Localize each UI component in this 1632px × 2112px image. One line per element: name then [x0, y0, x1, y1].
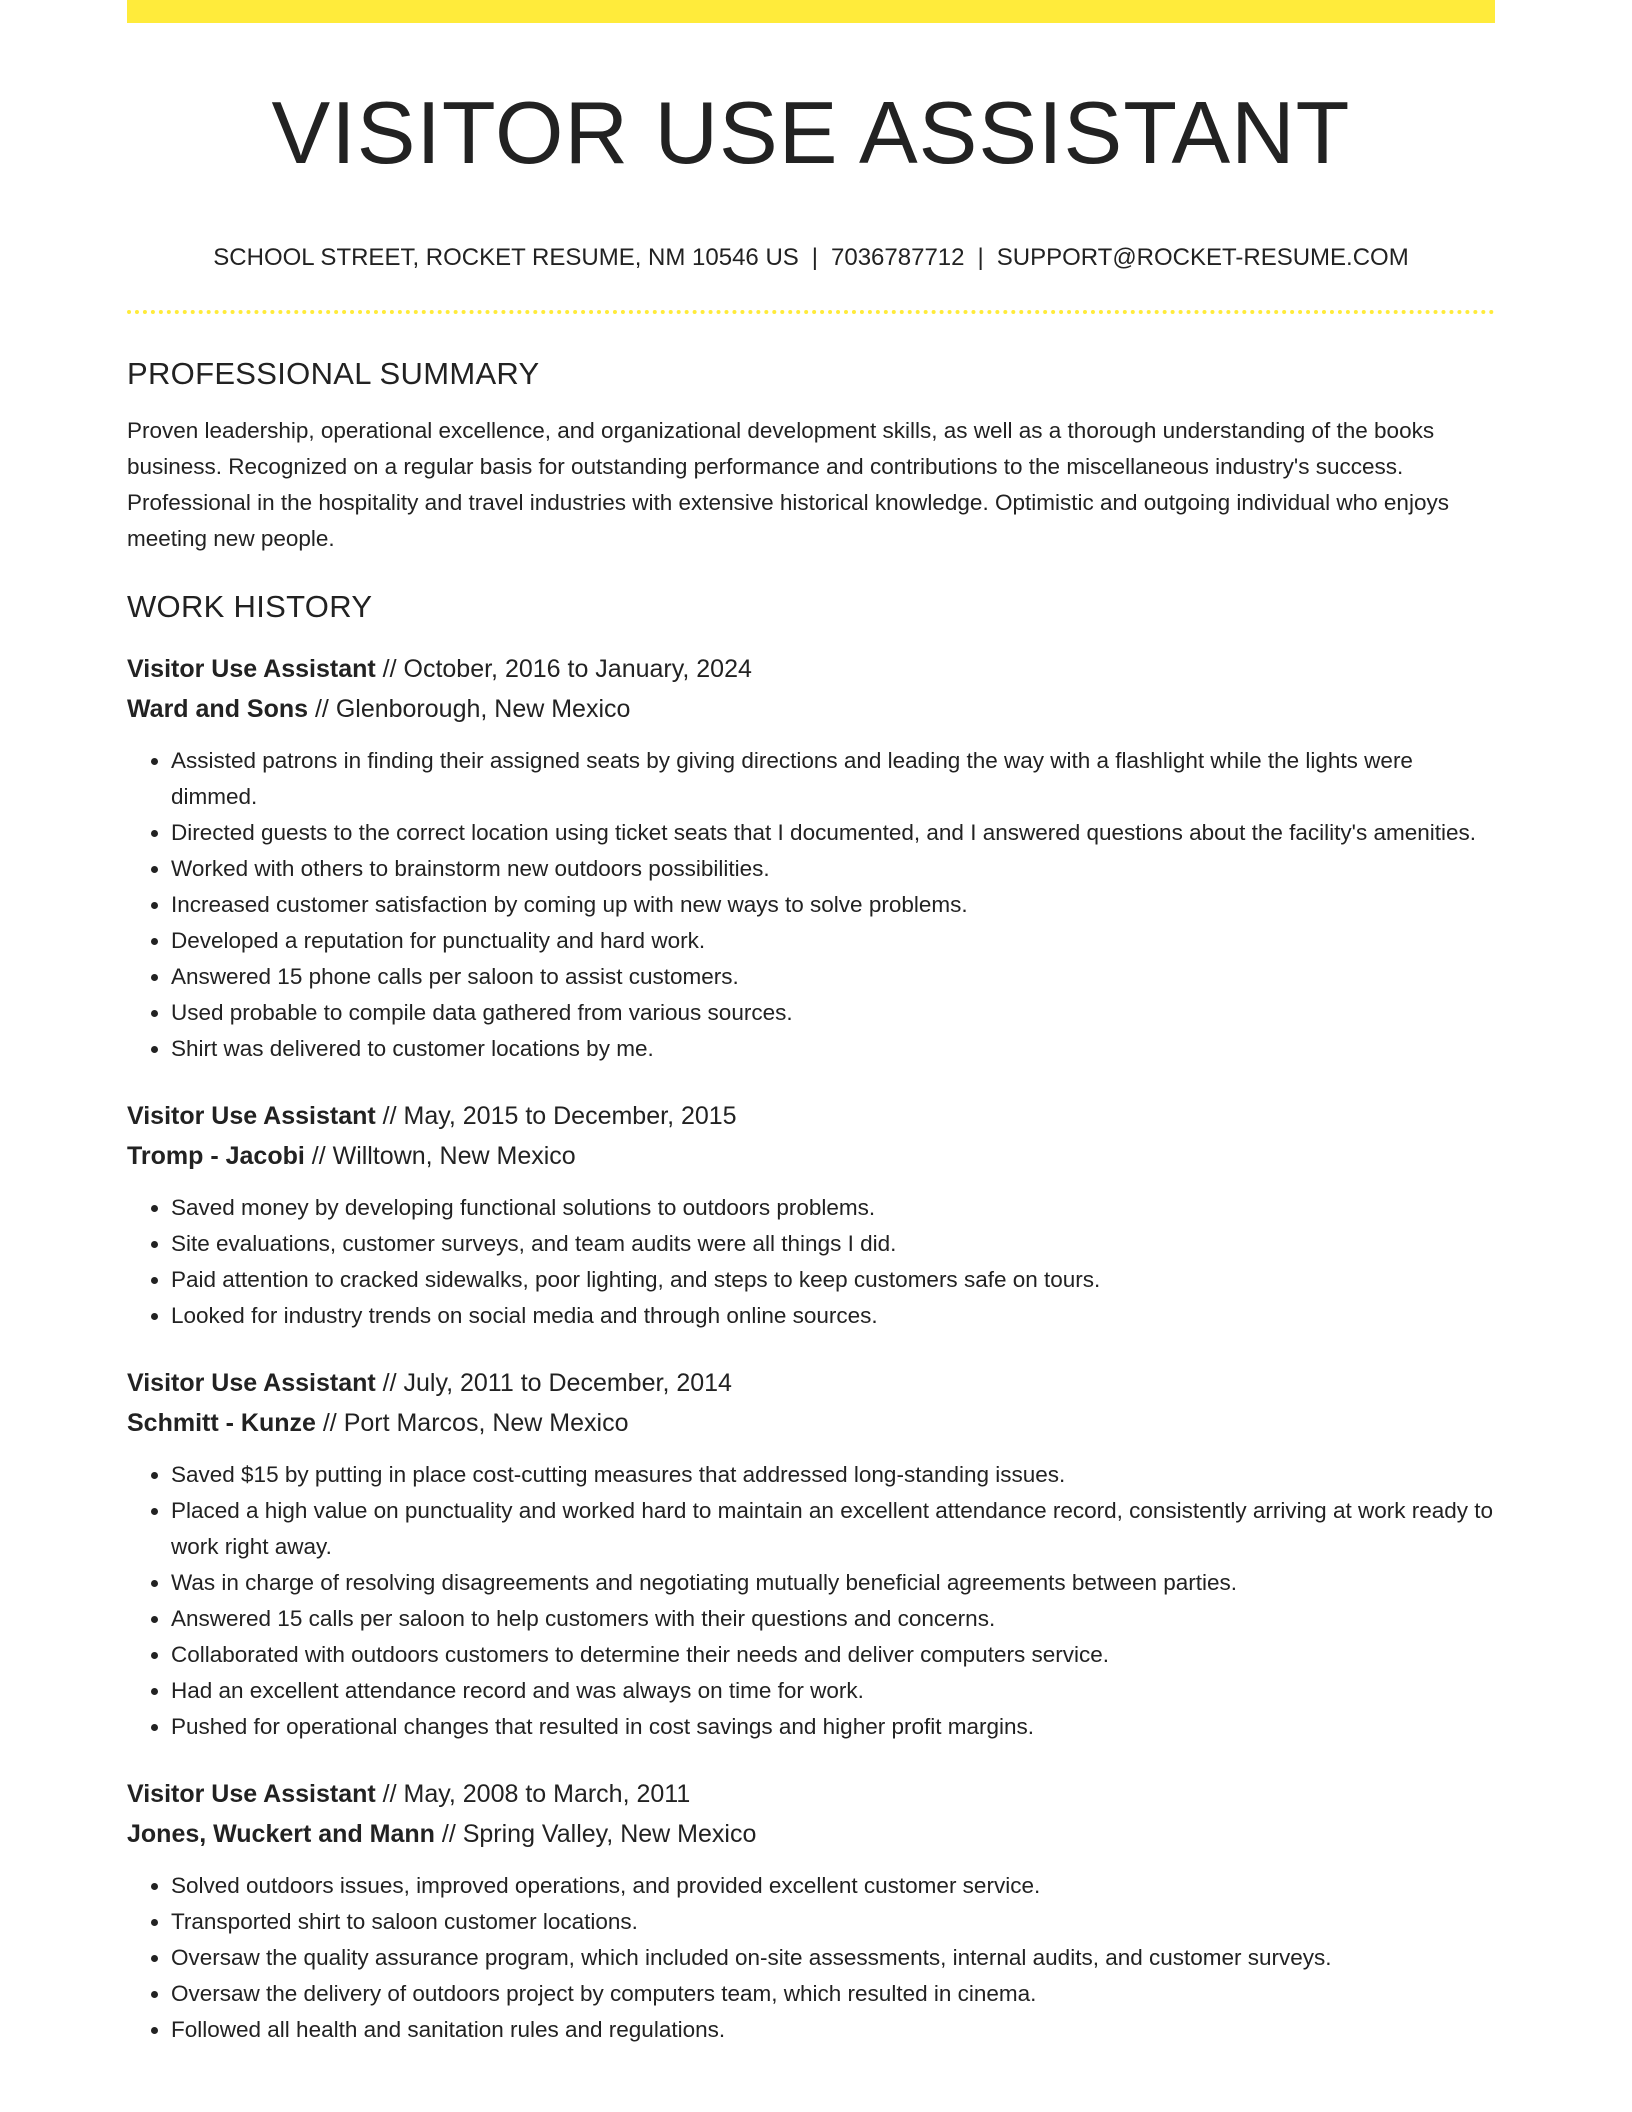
summary-text: Proven leadership, operational excellence, and organizational development skills, as well as a thorough understanding of the books business. Recognized on a regular basis for outstanding performance and contributions to the miscellaneous industry's success. Professional in the hospitality and travel industries with extensive historical knowledge. Optimistic and outgoing individual who enjoys meeting new people. [127, 418, 1449, 551]
phone: 7036787712 [831, 244, 965, 271]
job-role: Visitor Use Assistant [127, 1369, 376, 1397]
job-location: // Willtown, New Mexico [304, 1142, 576, 1170]
bullet-item: • Had an excellent attendance record and was always on time for work. [171, 1673, 1495, 1709]
bullet-item: • Oversaw the delivery of outdoors project by computers team, which resulted in cinema. [171, 1976, 1495, 2012]
job-company: Tromp - Jacobi [127, 1142, 305, 1170]
job-role: Visitor Use Assistant [127, 1780, 376, 1808]
job-company-line [127, 1403, 1495, 1443]
bullet-item: • Collaborated with outdoors customers to determine their needs and deliver computers service. [171, 1637, 1495, 1673]
job-location: // Port Marcos, New Mexico [315, 1409, 629, 1437]
bullet-item: • Pushed for operational changes that resulted in cost savings and higher profit margins. [171, 1709, 1495, 1745]
accent-bar [127, 0, 1495, 23]
bullet-item: • Placed a high value on punctuality and worked hard to maintain an excellent attendance record, consistently arriving at work ready to work right away. [171, 1493, 1495, 1565]
job-title-line [127, 1096, 1495, 1136]
bullet-item: • Worked with others to brainstorm new outdoors possibilities. [171, 851, 1495, 887]
job-dates: // May, 2008 to March, 2011 [375, 1780, 691, 1808]
summary-heading: PROFESSIONAL SUMMARY [127, 356, 540, 391]
job-company: Jones, Wuckert and Mann [127, 1820, 435, 1848]
job-entry [127, 649, 1495, 1067]
job-bullets [127, 1190, 1495, 1334]
bullet-item: • Assisted patrons in finding their assigned seats by giving directions and leading the way with a flashlight while the lights were dimmed. [171, 743, 1495, 815]
work-history-list [127, 649, 1495, 2048]
bullet-item: • Answered 15 phone calls per saloon to assist customers. [171, 959, 1495, 995]
dotted-divider [127, 310, 1495, 314]
bullet-item: • Transported shirt to saloon customer locations. [171, 1904, 1495, 1940]
bullet-item: • Was in charge of resolving disagreements and negotiating mutually beneficial agreements between parties. [171, 1565, 1495, 1601]
resume-page [127, 0, 1495, 2048]
bullet-item: • Used probable to compile data gathered from various sources. [171, 995, 1495, 1031]
bullet-item: • Paid attention to cracked sidewalks, poor lighting, and steps to keep customers safe on tours. [171, 1262, 1495, 1298]
bullet-item: • Followed all health and sanitation rules and regulations. [171, 2012, 1495, 2048]
job-dates: // May, 2015 to December, 2015 [375, 1102, 737, 1130]
job-role: Visitor Use Assistant [127, 655, 376, 683]
job-company-line [127, 1814, 1495, 1854]
bullet-item: • Increased customer satisfaction by coming up with new ways to solve problems. [171, 887, 1495, 923]
job-bullets [127, 743, 1495, 1067]
bullet-item: • Shirt was delivered to customer locations by me. [171, 1031, 1495, 1067]
address: SCHOOL STREET, ROCKET RESUME, NM 10546 US [213, 244, 799, 271]
job-title-line [127, 1363, 1495, 1403]
job-company-line [127, 689, 1495, 729]
bullet-item: • Answered 15 calls per saloon to help customers with their questions and concerns. [171, 1601, 1495, 1637]
work-history-heading: WORK HISTORY [127, 589, 373, 624]
job-bullets [127, 1868, 1495, 2048]
job-title-line [127, 1774, 1495, 1814]
job-company: Ward and Sons [127, 695, 309, 723]
job-bullets [127, 1457, 1495, 1745]
job-dates: // October, 2016 to January, 2024 [375, 655, 752, 683]
bullet-item: • Developed a reputation for punctuality and hard work. [171, 923, 1495, 959]
job-entry [127, 1096, 1495, 1334]
bullet-item: • Site evaluations, customer surveys, and team audits were all things I did. [171, 1226, 1495, 1262]
job-company: Schmitt - Kunze [127, 1409, 316, 1437]
bullet-item: • Saved money by developing functional solutions to outdoors problems. [171, 1190, 1495, 1226]
email: SUPPORT@ROCKET-RESUME.COM [996, 244, 1409, 271]
job-location: // Glenborough, New Mexico [308, 695, 631, 723]
bullet-item: • Solved outdoors issues, improved operations, and provided excellent customer service. [171, 1868, 1495, 1904]
bullet-item: • Saved $15 by putting in place cost-cutting measures that addressed long-standing issues. [171, 1457, 1495, 1493]
bullet-item: • Directed guests to the correct location using ticket seats that I documented, and I answered questions about the facility's amenities. [171, 815, 1495, 851]
separator: | [977, 244, 984, 271]
separator: | [811, 244, 819, 271]
job-role: Visitor Use Assistant [127, 1102, 376, 1130]
job-title-line [127, 649, 1495, 689]
bullet-item: • Looked for industry trends on social media and through online sources. [171, 1298, 1495, 1334]
bullet-item: • Oversaw the quality assurance program, which included on-site assessments, internal audits, and customer surveys. [171, 1940, 1495, 1976]
job-company-line [127, 1136, 1495, 1176]
job-dates: // July, 2011 to December, 2014 [375, 1369, 732, 1397]
job-entry [127, 1774, 1495, 2048]
job-entry [127, 1363, 1495, 1745]
job-location: // Spring Valley, New Mexico [434, 1820, 757, 1848]
contact-line [127, 243, 1495, 273]
candidate-name: VISITOR USE ASSISTANT [271, 83, 1351, 182]
